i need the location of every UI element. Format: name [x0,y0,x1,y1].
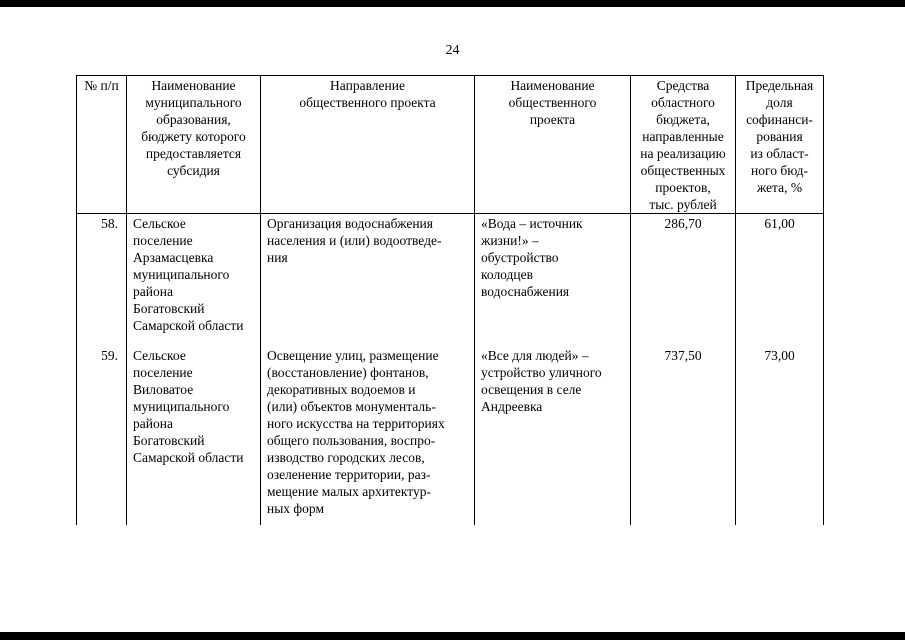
header-number [77,76,127,214]
text-line: Организация водоснабжения [267,216,433,231]
regional-budget-value: 286,70 [631,214,736,348]
text-line: общественного [508,95,597,110]
text-line: Виловатое [133,382,194,397]
text-line: района [133,284,173,299]
text-line: мещение малых архитектур- [267,484,431,499]
page-number: 24 [445,43,460,58]
text-line: муниципального [145,95,242,110]
text-line: Андреевка [481,399,543,414]
text-line: жета, % [756,180,803,195]
municipality-name [127,347,261,525]
text-line: образования, [156,112,231,127]
text-line: областного [651,95,715,110]
top-border-rule [0,0,905,7]
row-number: 58. [77,214,127,348]
header-regional-budget [631,76,736,214]
project-name [475,214,631,348]
header-project-name [475,76,631,214]
text-line: проектов, [655,180,711,195]
text-line: колодцев [481,267,534,282]
text-line: водоснабжения [481,284,570,299]
text-line: на реализацию [640,146,726,161]
regional-budget-value: 737,50 [631,347,736,525]
text-line: проекта [529,112,576,127]
project-direction [261,214,475,348]
text-line: направленные [642,129,724,144]
text-line: бюджета, [656,112,710,127]
text-line: района [133,416,173,431]
text-line: Направление [330,78,405,93]
text-line: (восстановление) фонтанов, [267,365,429,380]
text-line: софинанси- [746,112,813,127]
text-line: (или) объектов монументаль- [267,399,436,414]
text-line: устройство уличного [481,365,602,380]
text-line: населения и (или) водоотведе- [267,233,442,248]
bottom-border-rule [0,632,905,640]
cofinancing-share-value: 73,00 [736,347,824,525]
text-line: № п/п [84,78,119,93]
text-line: освещения в селе [481,382,582,397]
row-number: 59. [77,347,127,525]
text-line: Предельная [745,78,814,93]
header-municipality [127,76,261,214]
text-line: Сельское [133,216,186,231]
text-line: жизни!» – [481,233,539,248]
text-line: ния [267,250,288,265]
text-line: доля [766,95,793,110]
text-line: ного бюд- [751,163,808,178]
text-line: «Все для людей» – [481,348,589,363]
municipality-name [127,214,261,348]
header-direction [261,76,475,214]
header-cofinancing-share [736,76,824,214]
text-line: поселение [133,365,193,380]
text-line: субсидия [167,163,220,178]
text-line: Самарской области [133,450,244,465]
text-line: ного искусства на территориях [267,416,445,431]
text-line: Средства [656,78,710,93]
table-header-row [77,76,824,214]
text-line: «Вода – источник [481,216,583,231]
text-line: предоставляется [145,146,242,161]
text-line: тыс. рублей [649,197,717,212]
text-line: муниципального [133,399,230,414]
text-line: Богатовский [133,301,205,316]
text-line: общественных [640,163,726,178]
text-line: поселение [133,233,193,248]
table-row [77,347,824,525]
text-line: Наименование [151,78,236,93]
text-line: Освещение улиц, размещение [267,348,439,363]
text-line: декоративных водоемов и [267,382,416,397]
subsidy-table [76,75,824,525]
text-line: муниципального [133,267,230,282]
text-line: из област- [750,146,809,161]
text-line: изводство городских лесов, [267,450,425,465]
text-line: Арзамасцевка [133,250,214,265]
text-line: бюджету которого [141,129,246,144]
project-name [475,347,631,525]
text-line: озеленение территории, раз- [267,467,431,482]
table-row [77,214,824,348]
text-line: Сельское [133,348,186,363]
project-direction [261,347,475,525]
text-line: общего пользования, воспро- [267,433,436,448]
text-line: Наименование [510,78,595,93]
text-line: рования [756,129,803,144]
cofinancing-share-value: 61,00 [736,214,824,348]
text-line: Самарской области [133,318,244,333]
text-line: Богатовский [133,433,205,448]
text-line: ных форм [267,501,325,516]
text-line: общественного проекта [299,95,436,110]
text-line: обустройство [481,250,559,265]
